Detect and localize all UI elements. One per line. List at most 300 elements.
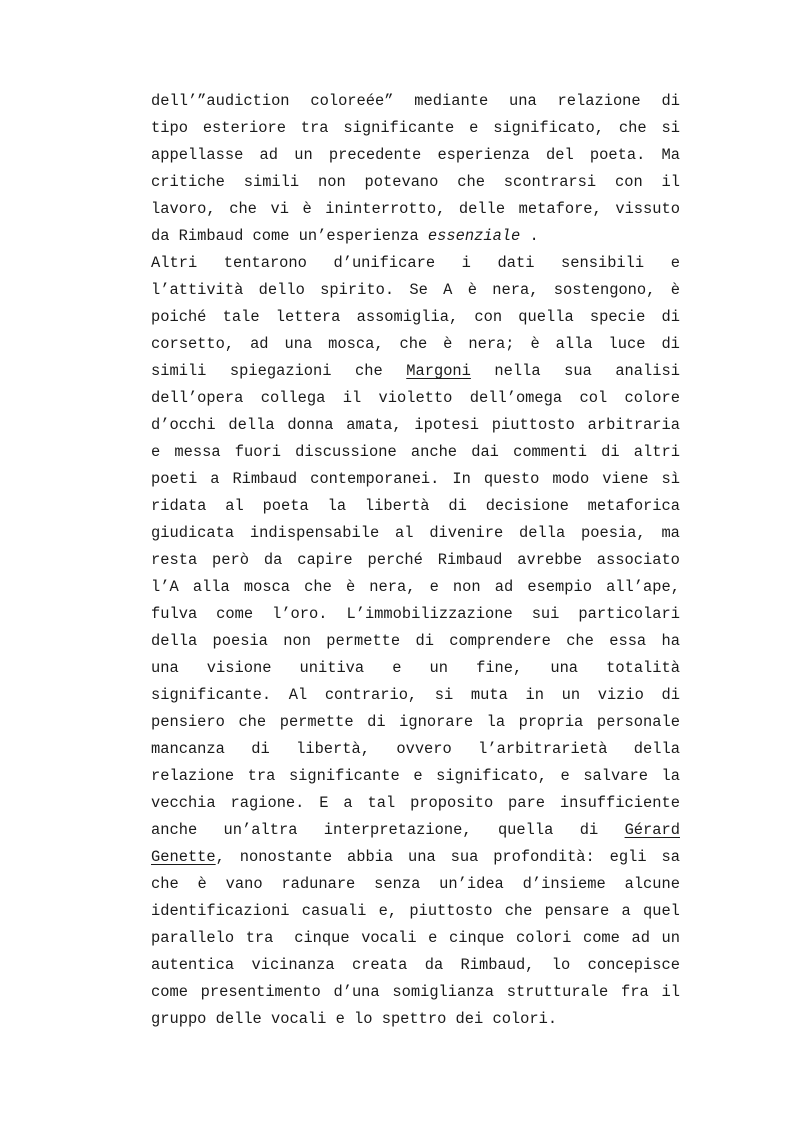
word: che xyxy=(304,578,332,596)
text-line xyxy=(151,277,680,304)
word: e xyxy=(429,578,439,596)
word: nera, xyxy=(492,281,539,299)
text-line xyxy=(151,1006,680,1033)
word: all’ape, xyxy=(606,578,680,596)
word: a xyxy=(621,902,631,920)
text-line xyxy=(151,169,680,196)
word: permette xyxy=(279,713,354,731)
word: dell’omega xyxy=(469,389,563,407)
word: commenti xyxy=(513,443,587,461)
word: del xyxy=(545,146,574,164)
word: salvare xyxy=(583,767,648,785)
word: simili xyxy=(151,362,207,380)
word: piuttosto xyxy=(409,902,493,920)
word: un xyxy=(429,659,449,677)
word: esempio xyxy=(527,578,592,596)
word: fuori xyxy=(234,443,281,461)
word: di xyxy=(661,92,680,110)
word: A xyxy=(443,281,453,299)
word: di xyxy=(579,821,599,839)
word: ragione. xyxy=(230,794,305,812)
word: donna xyxy=(287,416,334,434)
word: poeti xyxy=(151,470,198,488)
word: e xyxy=(428,929,438,947)
word: ad xyxy=(631,929,650,947)
word: che xyxy=(238,713,267,731)
word: poesia xyxy=(212,632,268,650)
word: visione xyxy=(206,659,272,677)
word: sua xyxy=(450,848,479,866)
word: un’altra xyxy=(223,821,298,839)
word: decisione xyxy=(485,497,569,515)
word: Rimbaud xyxy=(437,551,503,569)
text-line xyxy=(151,628,680,655)
text-line xyxy=(151,115,680,142)
text-line xyxy=(151,493,680,520)
word: Se xyxy=(409,281,428,299)
word: Ma xyxy=(661,146,680,164)
text-line xyxy=(151,88,680,115)
text-line xyxy=(151,763,680,790)
word: libertà xyxy=(364,497,430,515)
word: dei xyxy=(455,1010,484,1028)
word: che xyxy=(399,335,428,353)
word: mosca, xyxy=(328,335,384,353)
word: anche xyxy=(151,821,198,839)
text-line xyxy=(151,196,680,223)
word: tale xyxy=(222,308,260,326)
word: gruppo xyxy=(151,1010,207,1028)
word: l’A xyxy=(151,578,179,596)
word: unitiva xyxy=(299,659,365,677)
word: E xyxy=(319,794,329,812)
word: è xyxy=(197,875,207,893)
word: nella xyxy=(494,362,541,380)
word: messa xyxy=(174,443,221,461)
word: Rimbaud, xyxy=(460,956,535,974)
word: tipo xyxy=(151,119,188,137)
word: significante. xyxy=(151,686,272,704)
text-line xyxy=(151,466,680,493)
word: Rimbaud xyxy=(232,470,298,488)
word: che xyxy=(566,632,594,650)
word: violetto xyxy=(378,389,453,407)
word: indispensabile xyxy=(249,524,380,542)
word: collega xyxy=(260,389,326,407)
word: relazione xyxy=(557,92,641,110)
word: lettera xyxy=(275,308,341,326)
word: poeta xyxy=(262,497,309,515)
word: alcune xyxy=(624,875,680,893)
word: divenire xyxy=(429,524,504,542)
word: poiché xyxy=(151,308,207,326)
word: e xyxy=(469,119,479,137)
word: mosca xyxy=(243,578,291,596)
word: colori xyxy=(515,929,572,947)
word: relazione xyxy=(151,767,235,785)
word: poesia, xyxy=(580,524,646,542)
word: l’arbitrarietà xyxy=(478,740,608,758)
word: pensare xyxy=(544,902,610,920)
word: nonostante xyxy=(239,848,333,866)
text-line xyxy=(151,952,680,979)
word: viene xyxy=(602,470,649,488)
word: il xyxy=(661,173,680,191)
word: che xyxy=(618,119,647,137)
word: ad xyxy=(494,578,514,596)
word: dello xyxy=(258,281,305,299)
word: dati xyxy=(497,254,535,272)
word: appellasse xyxy=(151,146,244,164)
word: da xyxy=(151,227,170,245)
word: insufficiente xyxy=(559,794,680,812)
word: avrebbe xyxy=(517,551,582,569)
word: metaforica xyxy=(587,497,680,515)
word: che xyxy=(457,173,485,191)
word: di xyxy=(415,632,434,650)
word: però xyxy=(212,551,249,569)
word: permette xyxy=(326,632,401,650)
word: somiglianza xyxy=(392,983,494,1001)
word: quella xyxy=(518,308,574,326)
word: totalità xyxy=(606,659,680,677)
word: profondità: xyxy=(493,848,595,866)
word: sensibili xyxy=(561,254,645,272)
punctuation: , xyxy=(215,848,225,866)
text-line xyxy=(151,898,680,925)
word: delle xyxy=(458,200,506,218)
word: colore xyxy=(624,389,680,407)
text-line xyxy=(151,655,680,682)
word: a xyxy=(343,794,353,812)
word: d’occhi xyxy=(151,416,216,434)
word: non xyxy=(317,173,346,191)
text-line xyxy=(151,925,680,952)
word: ininterrotto, xyxy=(325,200,446,218)
word: potevano xyxy=(364,173,439,191)
word: lo xyxy=(551,956,571,974)
word: anche xyxy=(410,443,458,461)
word: perché xyxy=(367,551,423,569)
word: personale xyxy=(596,713,680,731)
word: quel xyxy=(642,902,680,920)
word: capire xyxy=(297,551,353,569)
word: il xyxy=(661,983,680,1001)
word: mediante xyxy=(414,92,489,110)
word: il xyxy=(342,389,362,407)
word: ad xyxy=(259,146,279,164)
word: la xyxy=(327,497,347,515)
word: precedente xyxy=(328,146,422,164)
word: sua xyxy=(564,362,592,380)
word: dell’opera xyxy=(151,389,244,407)
word: corsetto, xyxy=(151,335,235,353)
word: fulva xyxy=(151,605,198,623)
word: questo xyxy=(483,470,540,488)
word: proposito xyxy=(410,794,494,812)
underlined-name[interactable]: Genette xyxy=(151,848,216,866)
text-line xyxy=(151,736,680,763)
word: quella xyxy=(497,821,554,839)
text-line xyxy=(151,142,680,169)
word: della xyxy=(519,524,566,542)
word: una xyxy=(550,659,579,677)
word: senza xyxy=(374,875,421,893)
word: sa xyxy=(661,848,680,866)
word: spirito. xyxy=(320,281,395,299)
text-line xyxy=(151,979,680,1006)
word: è xyxy=(345,578,356,596)
word: fra xyxy=(621,983,649,1001)
word: radunare xyxy=(281,875,356,893)
word: e, xyxy=(378,902,398,920)
word: . xyxy=(529,227,539,245)
word: come xyxy=(151,983,188,1001)
text-line xyxy=(151,790,680,817)
word: d’insieme xyxy=(522,875,606,893)
word: a xyxy=(210,470,220,488)
word: un’esperienza xyxy=(298,227,419,245)
text-line xyxy=(151,574,680,601)
word: di xyxy=(448,497,467,515)
word: dai xyxy=(471,443,499,461)
word: lavoro, xyxy=(151,200,216,218)
word: poeta. xyxy=(589,146,646,164)
word: al xyxy=(225,497,244,515)
word: esperienza xyxy=(437,146,530,164)
word: L’immobilizzazione xyxy=(346,605,513,623)
word: che xyxy=(151,875,179,893)
word: la xyxy=(661,767,680,785)
word: un xyxy=(294,146,313,164)
word: delle xyxy=(215,1010,262,1028)
word: essa xyxy=(609,632,647,650)
word: di xyxy=(661,335,680,353)
document-page xyxy=(151,88,680,1033)
word: di xyxy=(367,713,386,731)
word: abbia xyxy=(346,848,394,866)
word: tra xyxy=(247,767,276,785)
word: In xyxy=(452,470,471,488)
word: resta xyxy=(151,551,198,569)
word: critiche xyxy=(151,173,225,191)
word: una xyxy=(151,659,179,677)
word: da xyxy=(263,551,283,569)
word: e xyxy=(670,254,680,272)
word: tra xyxy=(300,119,329,137)
word: sì xyxy=(661,470,680,488)
word: è xyxy=(443,335,453,353)
word: esteriore xyxy=(202,119,286,137)
word: d’unificare xyxy=(333,254,436,272)
word: dell’”audiction xyxy=(151,92,290,110)
word: strutturale xyxy=(506,983,609,1001)
word: e xyxy=(392,659,402,677)
word: casuali xyxy=(301,902,367,920)
word: tal xyxy=(367,794,396,812)
word: libertà, xyxy=(296,740,370,758)
text-line xyxy=(151,817,680,844)
word: coloreée” xyxy=(310,92,394,110)
word: di xyxy=(661,686,680,704)
word: discussione xyxy=(295,443,397,461)
word: cinque xyxy=(448,929,505,947)
word: alla xyxy=(555,335,593,353)
word: della xyxy=(633,740,680,758)
word: è xyxy=(670,281,680,299)
word: di xyxy=(661,308,680,326)
word: un xyxy=(661,929,680,947)
word: metafore, xyxy=(518,200,602,218)
text-line xyxy=(151,412,680,439)
word: creata xyxy=(351,956,408,974)
word: comprendere xyxy=(449,632,551,650)
word: e xyxy=(413,767,423,785)
word: particolari xyxy=(578,605,680,623)
word: significante xyxy=(288,767,400,785)
underlined-name[interactable]: Margoni xyxy=(406,362,471,380)
word: come xyxy=(252,227,290,245)
word: arbitraria xyxy=(587,416,680,434)
word: scontrarsi xyxy=(503,173,597,191)
word xyxy=(428,223,530,250)
word: i xyxy=(461,254,471,272)
italic-word: essenziale xyxy=(427,227,521,245)
text-line xyxy=(151,520,680,547)
text-line xyxy=(151,358,680,385)
word: altri xyxy=(633,443,680,461)
word: significante xyxy=(343,119,455,137)
word: è xyxy=(302,200,312,218)
word: l’attività xyxy=(151,281,244,299)
text-line xyxy=(151,547,680,574)
word: muta xyxy=(470,686,508,704)
word: tra xyxy=(245,929,274,947)
word: alla xyxy=(192,578,230,596)
word: luce xyxy=(608,335,646,353)
word xyxy=(406,358,471,385)
text-line xyxy=(151,601,680,628)
word: modo xyxy=(552,470,590,488)
text-line xyxy=(151,439,680,466)
word: vissuto xyxy=(615,200,680,218)
word: ridata xyxy=(151,497,207,515)
word: nera, xyxy=(369,578,416,596)
word: vano xyxy=(225,875,263,893)
word: di xyxy=(601,443,620,461)
word: ha xyxy=(661,632,680,650)
word: si xyxy=(661,119,680,137)
word: della xyxy=(151,632,198,650)
word: d’una xyxy=(333,983,380,1001)
word: come xyxy=(582,929,620,947)
word: identificazioni xyxy=(151,902,290,920)
word: della xyxy=(228,416,275,434)
word: che xyxy=(229,200,257,218)
word: ovvero xyxy=(396,740,452,758)
word: un xyxy=(561,686,581,704)
text-line xyxy=(151,682,680,709)
word: una xyxy=(509,92,537,110)
text-line xyxy=(151,385,680,412)
word: vicinanza xyxy=(251,956,335,974)
word: significato, xyxy=(436,767,547,785)
word: pare xyxy=(508,794,545,812)
word: da xyxy=(424,956,444,974)
text-line xyxy=(151,223,680,250)
word: che xyxy=(504,902,533,920)
word: e xyxy=(335,1010,345,1028)
word: di xyxy=(251,740,270,758)
word: una xyxy=(284,335,313,353)
word: piuttosto xyxy=(491,416,575,434)
word: Rimbaud xyxy=(178,227,244,245)
word: assomiglia, xyxy=(356,308,459,326)
word: sostengono, xyxy=(553,281,656,299)
word: con xyxy=(474,308,503,326)
word: una xyxy=(408,848,436,866)
word: con xyxy=(614,173,643,191)
word: concepisce xyxy=(587,956,680,974)
text-line xyxy=(151,709,680,736)
word: interpretazione, xyxy=(323,821,472,839)
word: è xyxy=(530,335,540,353)
word: vocali xyxy=(270,1010,327,1028)
word: ad xyxy=(250,335,269,353)
word: al xyxy=(395,524,414,542)
word: contrario, xyxy=(324,686,418,704)
text-line xyxy=(151,304,680,331)
word: tentarono xyxy=(223,254,307,272)
word: ma xyxy=(661,524,680,542)
word: vocali xyxy=(361,929,417,947)
word: propria xyxy=(518,713,584,731)
text-line xyxy=(151,250,680,277)
word: cinque xyxy=(284,929,350,947)
word: come xyxy=(216,605,254,623)
word: mancanza xyxy=(151,740,225,758)
word: e xyxy=(560,767,570,785)
word: spiegazioni xyxy=(229,362,332,380)
word: la xyxy=(486,713,506,731)
word: Altri xyxy=(151,254,198,272)
word: vizio xyxy=(597,686,644,704)
word: l’oro. xyxy=(272,605,328,623)
word: Al xyxy=(288,686,308,704)
word: contemporanei. xyxy=(310,470,440,488)
word: colori. xyxy=(492,1010,558,1028)
word: specie xyxy=(589,308,646,326)
word xyxy=(151,844,225,871)
word: vecchia xyxy=(151,794,216,812)
text-line xyxy=(151,844,680,871)
word: si xyxy=(434,686,454,704)
word: non xyxy=(283,632,311,650)
underlined-name[interactable]: Gérard xyxy=(624,821,680,839)
word: ipotesi xyxy=(414,416,480,434)
word: col xyxy=(579,389,608,407)
word: vi xyxy=(270,200,289,218)
word: che xyxy=(355,362,383,380)
word: presentimento xyxy=(200,983,321,1001)
word: lo xyxy=(354,1010,373,1028)
word: sui xyxy=(531,605,560,623)
word: non xyxy=(452,578,481,596)
text-line xyxy=(151,871,680,898)
word: parallelo xyxy=(151,929,235,947)
word: e xyxy=(151,443,161,461)
word: associato xyxy=(596,551,680,569)
